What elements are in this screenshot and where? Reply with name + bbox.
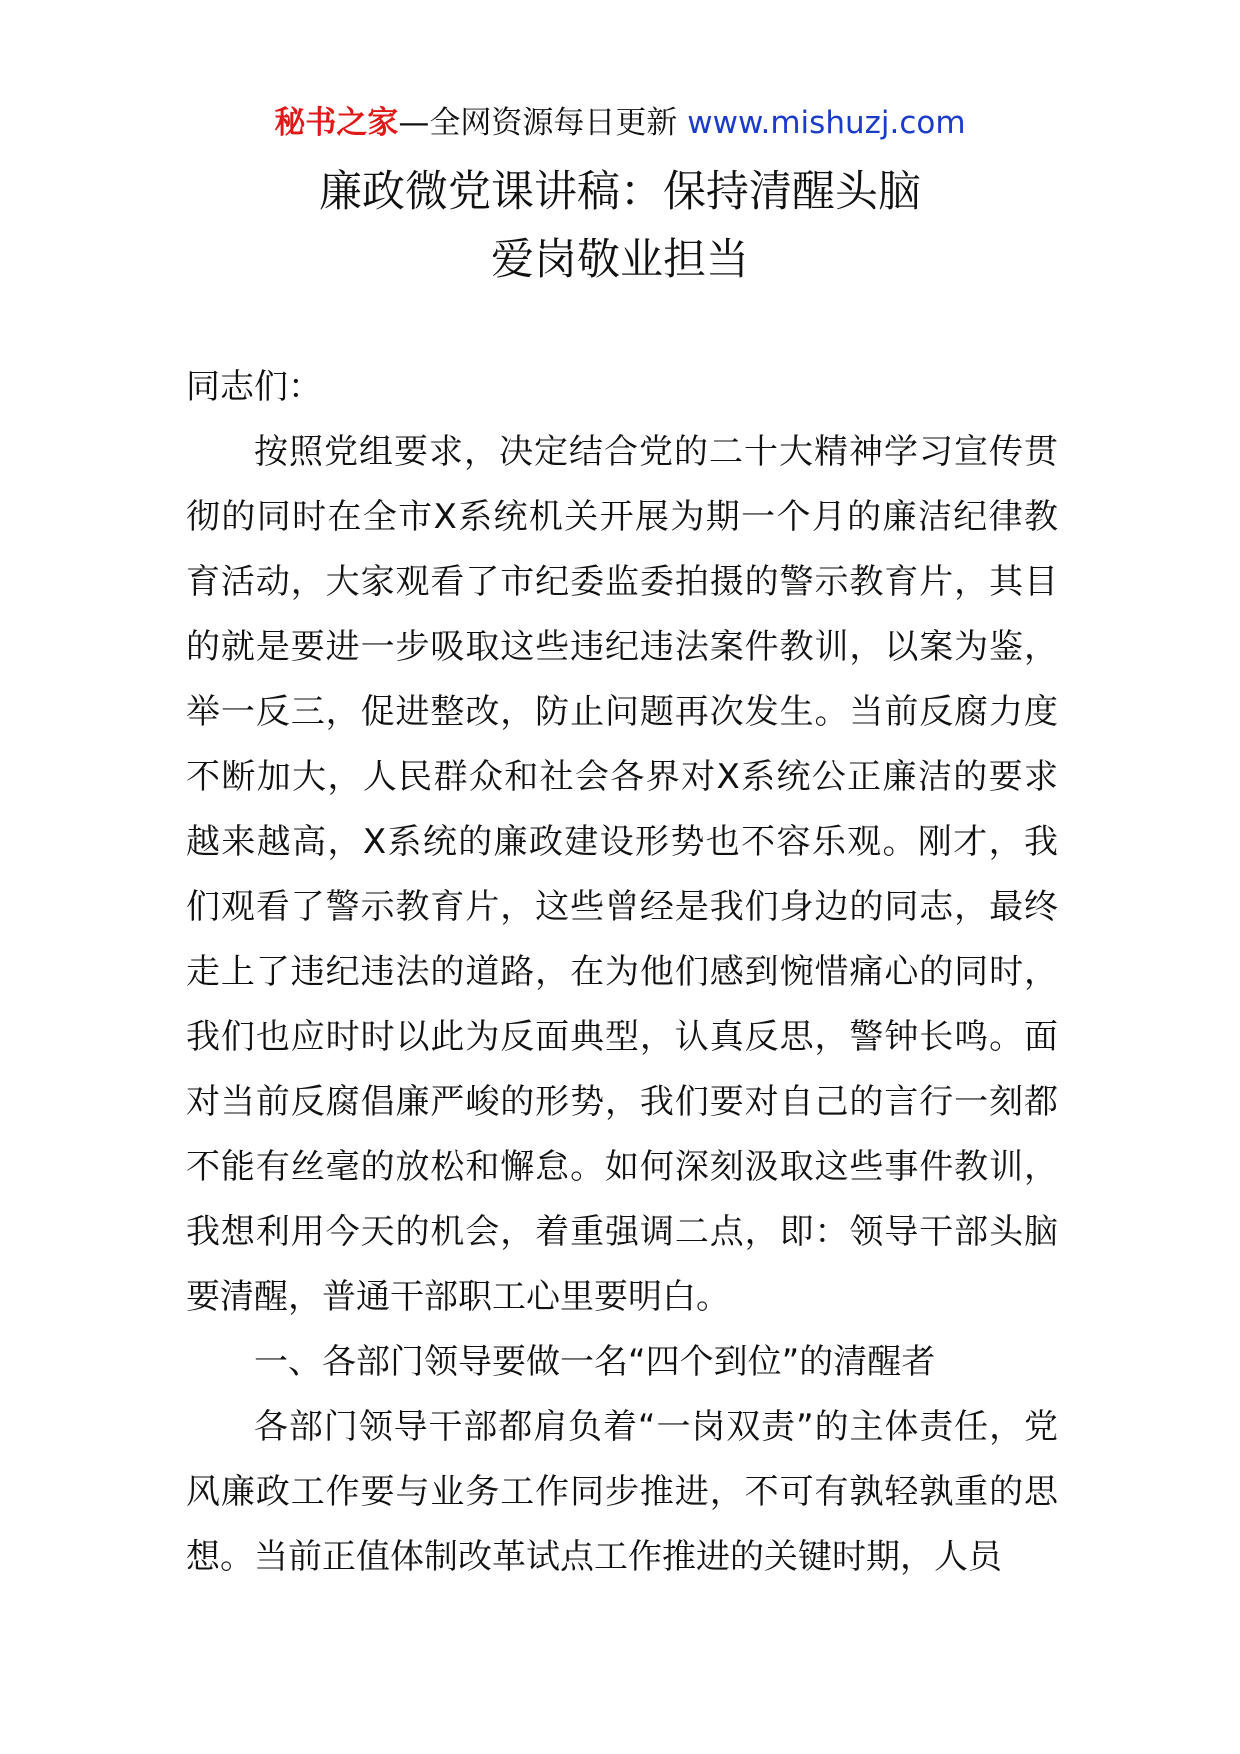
document-title-line-2: 爱岗敬业担当: [491, 235, 749, 285]
site-url-link[interactable]: www.mishuzj.com: [687, 105, 966, 141]
document-body: [186, 355, 1058, 1590]
body-paragraph-1: 按照党组要求，决定结合党的二十大精神学习宣传贯彻的同时在全市X系统机关开展为期一个月的廉洁纪律教育活动，大家观看了市纪委监委拍摄的警示教育片，其目的就是要进一步吸取这些违纪违法案件教训，以案为鉴，举一反三，促进整改，防止问题再次发生。当前反腐力度不断加大，人民群众和社会各界对X系统公正廉洁的要求越来越高，X系统的廉政建设形势也不容乐观。刚才，我们观看了警示教育片，这些曾经是我们身边的同志，最终走上了违纪违法的道路，在为他们感到惋惜痛心的同时，我们也应时时以此为反面典型，认真反思，警钟长鸣。面对当前反腐倡廉严峻的形势，我们要对自己的言行一刻都不能有丝毫的放松和懈怠。如何深刻汲取这些事件教训，我想利用今天的机会，着重强调二点，即：领导干部头脑要清醒，普通干部职工心里要明白。: [186, 432, 1058, 1317]
brand-name: 秘书之家: [274, 105, 399, 141]
section-heading-1: 一、各部门领导要做一名“四个到位”的清醒者: [254, 1342, 936, 1382]
body-paragraph-2: 各部门领导干部都肩负着“一岗双责”的主体责任，党风廉政工作要与业务工作同步推进，不可有孰轻孰重的思想。当前正值体制改革试点工作推进的关键时期，人员: [186, 1407, 1058, 1577]
document-title-line-1: 廉政微党课讲稿：保持清醒头脑: [319, 167, 921, 217]
site-header: [0, 100, 1240, 146]
header-slogan: —全网资源每日更新: [398, 105, 688, 141]
salutation: 同志们：: [186, 367, 322, 407]
